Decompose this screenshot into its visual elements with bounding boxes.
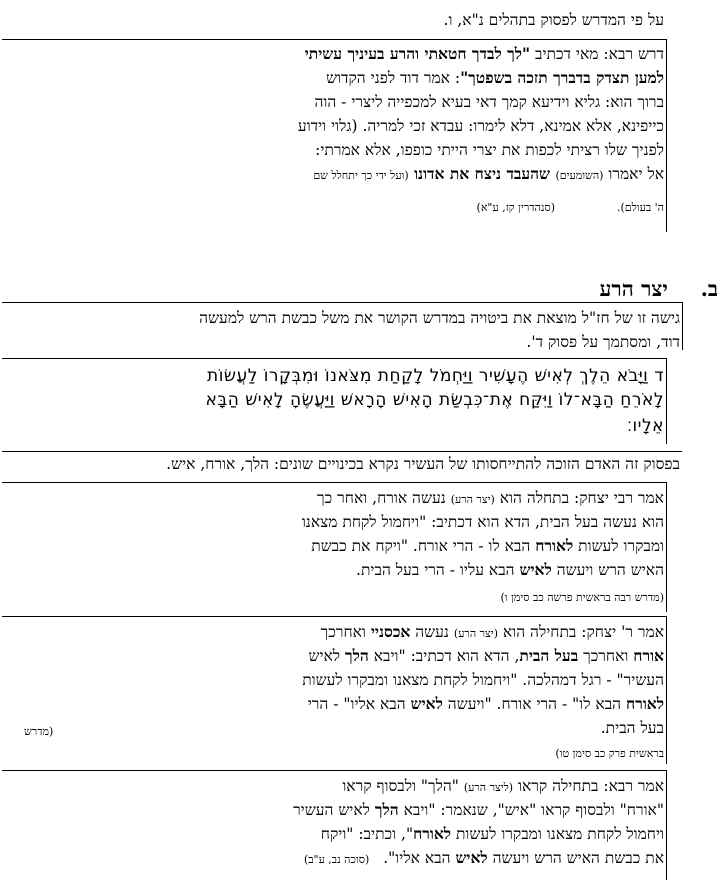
intro-line: על פי המדרש לפסוק בתהלים נ"א, ו.: [443, 11, 664, 29]
block3-top-rule: [2, 616, 666, 617]
names-line: בפסוק זה האדם הזוכה להתייחסותו של העשיר נקרא בכינויים שונים: הלך, אורח, איש.: [166, 455, 680, 473]
block3-line-3: העשיר" - רגל דמהלכה. "ויחמול לקחת מצאנו ומבקרו לעשות: [302, 671, 664, 689]
block3-side-rule: [666, 616, 667, 764]
block1-line-4: כייפינא, אלא אמינא, דלא לימרו: עבדא זכי למריה. (גלוי וידוע: [297, 117, 664, 135]
verse-line-1: ד וַיָּבֹא הֵלֶךְ לְאִישׁ הֶעָשִׁיר וַיַּחְמֹל לָקַחַת מִצֹּאנוֹ וּמִבְּקָרוֹ לַעֲשׂוֹת: [207, 366, 664, 386]
block2-line-4: האיש הרש ויעשה לאיש הבא עליו - הרי בעל הבית.: [356, 560, 664, 579]
block3-source-a: (מדרש: [24, 725, 54, 738]
block3-line-4: לאורח הבא לו" - הרי אורח. "ויעשה לאיש הבא אליו" - הרי: [307, 694, 664, 713]
block2-side-rule: [666, 482, 667, 612]
block4-line-4: את כבשת האיש הרש ויעשה לאיש הבא אליו".(סוכה נב, ע"ב): [303, 848, 664, 867]
block2-source: (מדרש רבה בראשית פרשה כב סימן ו): [500, 591, 664, 604]
block2-line-3: ומבקרו לעשות לאורח הבא לו - הרי אורח. "ויקח את כבשת: [311, 536, 664, 555]
block3-line-1: אמר ר' יצחק: בתחילה הוא (יצר הרע) נעשה אכסניי ואחרכך: [320, 622, 664, 641]
section-b-title: יצר הרע: [599, 276, 668, 301]
block1-side-rule: [666, 39, 667, 232]
block2-top-rule: [2, 482, 666, 483]
verse-line-3: אֵלָיו׃: [627, 416, 664, 436]
section-b-intro-2: דוד, ומסתמך על פסוק ד'.: [526, 333, 680, 351]
block1-line-1: דרש רבא: מאי דכתיב "לך לבדך חטאתי והרע בעיניך עשיתי: [304, 44, 664, 63]
block2-line-1: אמר רבי יצחק: בתחלה הוא (יצר הרע) נעשה אורח, ואחר כך: [317, 489, 664, 507]
block1-top-rule: [2, 39, 666, 40]
block4-line-3: ויחמול לקחת מצאנו ומבקרו לעשות לאורח", וכתיב: "ויקח: [320, 824, 664, 843]
section-b-side-rule: [682, 302, 683, 350]
verse-line-2: לָאֹרֵחַ הַבָּא־לוֹ וַיִּקַּח אֶת־כִּבְשַׂת הָאִישׁ הָרָאשׁ וַיַּעֲשֶׂהָ לָאִישׁ הַבָּא: [205, 390, 664, 410]
section-b-top-rule: [2, 302, 682, 303]
block3-source-b: בראשית פרק כב סימן טו): [555, 747, 664, 760]
block4-line-2: "אורח" ולבסוף קראו "איש", שנאמר: "ויבא הלך לאיש העשיר: [293, 800, 664, 819]
verse-top-rule: [2, 358, 666, 359]
block3-line-5: בעל הבית.: [600, 719, 664, 737]
block1-line-5: לפניך שלו רציתי לכפות את יצרי הייתי כופפו, אלא אמרתי:: [315, 141, 664, 159]
block2-line-2: הוא נעשה בעל הבית, הדא הוא דכתיב: "ויחמול לקחת מצאנו: [301, 513, 664, 531]
block1-line-2: למען תצדק בדברך תזכה בשפטך": אמר דוד לפני הקדוש: [326, 68, 664, 87]
section-b-intro-1: גישה זו של חז"ל מוצאת את ביטויה במדרש הקושר את משל כבשת הרש למעשה: [199, 309, 680, 327]
block4-line-1: אמר רבא: בתחילה קראו (ליצר הרע) "הלך" ולבסוף קראו: [342, 777, 664, 795]
block1-line-3: ברוך הוא: גליא וידיעא קמך דאי בעיא למכפייה ליצרי - הוה: [314, 93, 664, 111]
block1-line-6: אל יאמרו (השומעים) שהעבד ניצח את אדונו (ועל ידי כך יתחלל שם: [313, 164, 664, 183]
verse-side-rule: [666, 358, 667, 444]
block1-line-7: ה' בעולם).(סנהדרין קז, ע"א): [476, 201, 664, 214]
section-b-heading: [600, 276, 718, 302]
section-b-letter: ב.: [700, 276, 718, 301]
block3-line-2: אורח ואחרכך בעל הבית, הדא הוא דכתיב: "ויבא הלך לאיש: [308, 646, 664, 665]
block4-side-rule: [666, 770, 667, 880]
block4-top-rule: [2, 770, 666, 771]
